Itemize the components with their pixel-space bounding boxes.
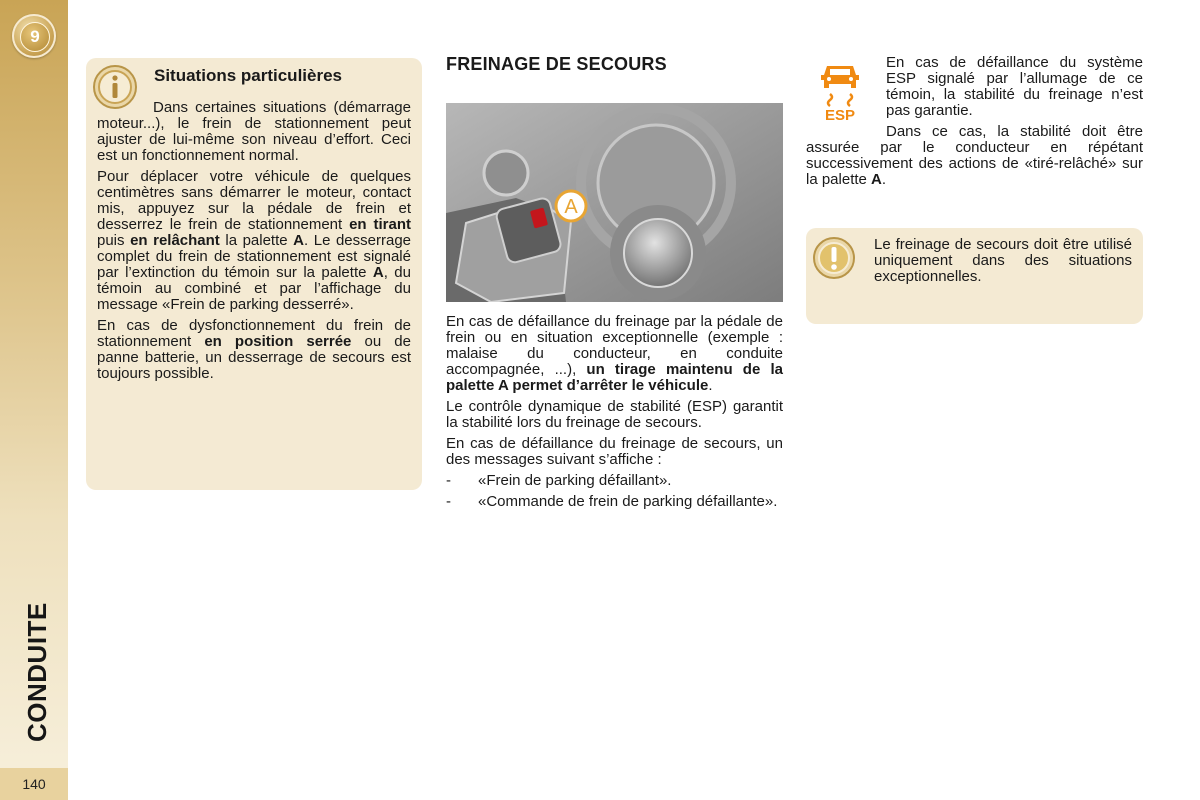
section-paragraph: En cas de défaillance du freinage par la pédale de frein ou en situation exceptionnelle (exemple : malaise du conducteur, en conduite accompagnée, ...), un tirage maintenu de la palette A permet d’arrêter le véhicule. — [446, 313, 783, 394]
note-paragraph: En cas de dysfonctionnement du frein de stationnement en position serrée ou de panne batterie, un desserrage de secours est toujours possible. — [97, 317, 411, 382]
esp-paragraph: En cas de défaillance du système ESP signalé par l’allumage de ce témoin, la stabilité du freinage n’est pas garantie. — [886, 54, 1143, 119]
note-paragraph: Dans certaines situations (démarrage moteur...), le frein de stationnement peut ajuster de lui-même son niveau d’effort. Ceci est un fonctionnement normal. — [97, 99, 411, 164]
parking-brake-photo — [446, 103, 783, 302]
chapter-title: CONDUITE — [22, 602, 52, 742]
exclamation-icon — [812, 236, 856, 280]
note-paragraph: Pour déplacer votre véhicule de quelques centimètres sans démarrer le moteur, contact mis, appuyez sur la pédale de frein et desserrez le frein de stationnement en tirant puis en relâchant la palette A. Le desserrage complet du frein de stationnement est signalé par l’extinction du témoin sur la palette A, du témoin au combiné et par l’affichage du message «Frein de parking desserré». — [97, 168, 412, 313]
section-paragraph: Le contrôle dynamique de stabilité (ESP) garantit la stabilité lors du freinage de secours. — [446, 398, 783, 431]
info-note-box — [86, 58, 422, 490]
chapter-badge — [12, 14, 56, 58]
section-body — [446, 314, 783, 515]
warning-note-box — [806, 228, 1143, 324]
esp-text — [806, 55, 1143, 188]
esp-paragraph: Dans ce cas, la stabilité doit être assurée par le conducteur en répétant successivement des actions de «tiré-relâché» sur la palette A. — [806, 123, 1143, 188]
section-paragraph: En cas de défaillance du freinage de secours, un des messages suivant s’affiche : — [446, 435, 783, 468]
chapter-number: 9 — [20, 22, 50, 52]
svg-text:A: A — [564, 196, 578, 218]
list-item: - «Commande de frein de parking défaillante». — [446, 493, 778, 510]
page-number: 140 — [0, 768, 68, 800]
note-body — [97, 100, 411, 387]
warning-text: Le freinage de secours doit être utilisé uniquement dans des situations exceptionnelles. — [874, 236, 1132, 285]
label-a-callout — [554, 189, 588, 223]
note-title: Situations particulières — [154, 66, 342, 85]
list-item: - «Frein de parking défaillant». — [446, 472, 672, 489]
section-title: FREINAGE DE SECOURS — [446, 54, 667, 74]
svg-text:ESP: ESP — [824, 107, 856, 122]
